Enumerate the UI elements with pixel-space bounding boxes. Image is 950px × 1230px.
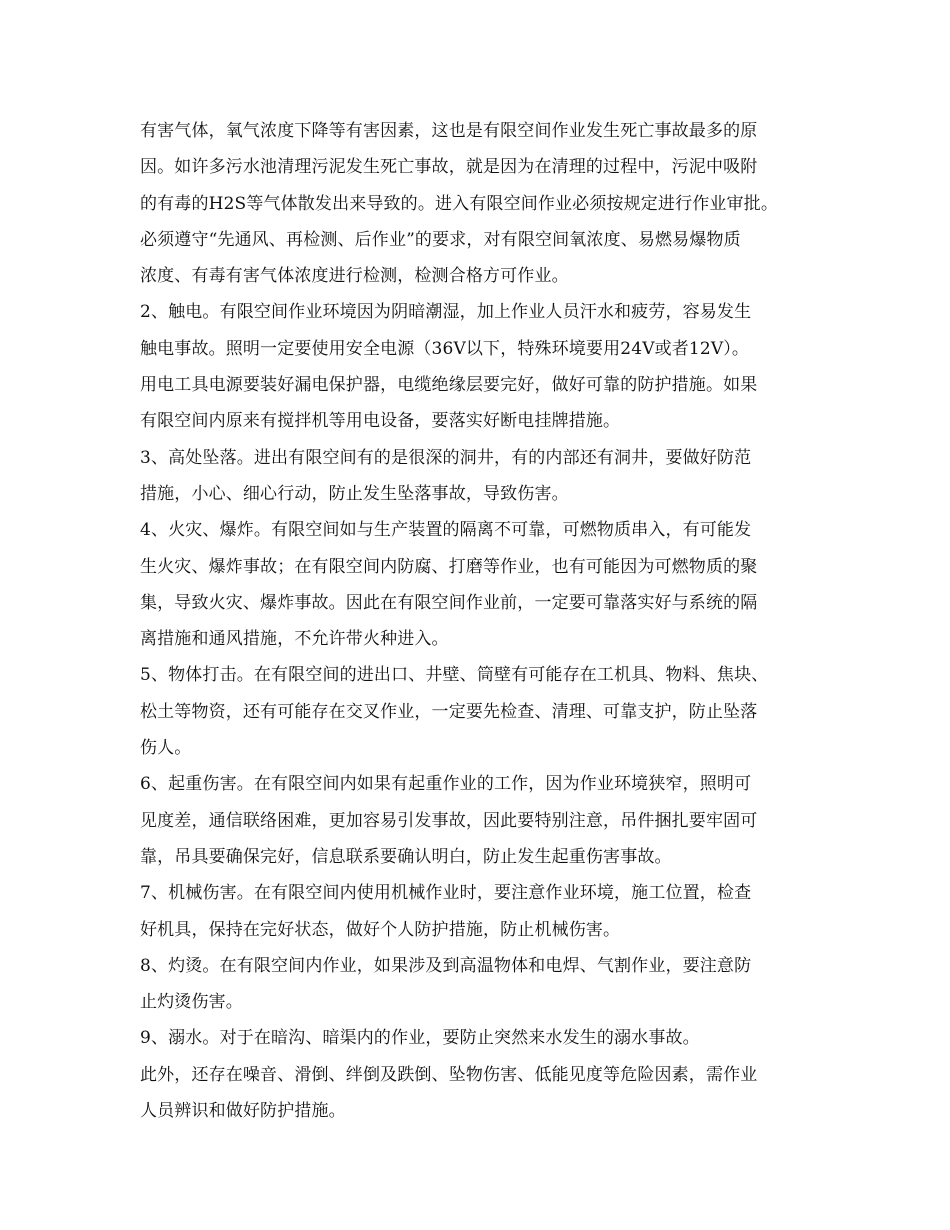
text-line: 集，导致火灾、爆炸事故。因此在有限空间作业前，一定要可靠落实好与系统的隔 bbox=[140, 592, 758, 613]
text-line: 有害气体，氧气浓度下降等有害因素，这也是有限空间作业发生死亡事故最多的原 bbox=[140, 121, 758, 141]
text-line: 因。如许多污水池清理污泥发生死亡事故，就是因为在清理的过程中，污泥中吸附 bbox=[140, 157, 758, 178]
text-line: 7、机械伤害。在有限空间内使用机械作业时，要注意作业环境，施工位置，检查 bbox=[140, 883, 752, 904]
text-line: 触电事故。照明一定要使用安全电源（36V以下，特殊环境要用24V或者12V）。 bbox=[140, 338, 750, 359]
text-line: 靠，吊具要确保完好，信息联系要确认明白，防止发生起重伤害事故。 bbox=[140, 846, 672, 867]
text-line: 4、火灾、爆炸。有限空间如与生产装置的隔离不可靠，可燃物质串入，有可能发 bbox=[140, 520, 752, 541]
text-line: 2、触电。有限空间作业环境因为阴暗潮湿，加上作业人员汗水和疲劳，容易发生 bbox=[140, 302, 752, 323]
text-line: 离措施和通风措施，不允许带火种进入。 bbox=[140, 629, 449, 650]
text-line: 浓度、有毒有害气体浓度进行检测，检测合格方可作业。 bbox=[140, 266, 569, 287]
text-line: 见度差，通信联络困难，更加容易引发事故，因此要特别注意，吊件捆扎要牢固可 bbox=[140, 810, 758, 831]
text-line: 5、物体打击。在有限空间的进出口、井壁、筒壁有可能存在工机具、物料、焦块、 bbox=[140, 665, 769, 686]
body-text bbox=[140, 113, 820, 1129]
text-line: 有限空间内原来有搅拌机等用电设备，要落实好断电挂牌措施。 bbox=[140, 411, 621, 432]
text-line: 生火灾、爆炸事故；在有限空间内防腐、打磨等作业，也有可能因为可燃物质的聚 bbox=[140, 556, 758, 577]
text-line: 3、高处坠落。进出有限空间有的是很深的洞井，有的内部还有洞井，要做好防范 bbox=[140, 447, 752, 468]
text-line: 8、灼烫。在有限空间内作业，如果涉及到高温物体和电焊、气割作业，要注意防 bbox=[140, 955, 752, 976]
text-line: 人员辨识和做好防护措施。 bbox=[140, 1101, 346, 1122]
text-line: 用电工具电源要装好漏电保护器，电缆绝缘层要完好，做好可靠的防护措施。如果 bbox=[140, 375, 758, 396]
text-line: 伤人。 bbox=[140, 738, 192, 759]
text-line: 好机具，保持在完好状态，做好个人防护措施，防止机械伤害。 bbox=[140, 919, 621, 940]
text-line: 9、溺水。对于在暗沟、暗渠内的作业，要防止突然来水发生的溺水事故。 bbox=[140, 1028, 700, 1049]
text-line: 措施，小心、细心行动，防止发生坠落事故，导致伤害。 bbox=[140, 483, 569, 504]
text-line: 止灼烫伤害。 bbox=[140, 992, 243, 1013]
text-line: 必须遵守“先通风、再检测、后作业”的要求，对有限空间氧浓度、易燃易爆物质 bbox=[140, 229, 741, 250]
text-line: 松土等物资，还有可能存在交叉作业，一定要先检查、清理、可靠支护，防止坠落 bbox=[140, 701, 758, 722]
text-line: 6、起重伤害。在有限空间内如果有起重作业的工作，因为作业环境狭窄，照明可 bbox=[140, 774, 752, 795]
text-line: 此外，还存在噪音、滑倒、绊倒及跌倒、坠物伤害、低能见度等危险因素，需作业 bbox=[140, 1064, 758, 1085]
text-line: 的有毒的H2S等气体散发出来导致的。进入有限空间作业必须按规定进行作业审批。 bbox=[140, 193, 778, 214]
